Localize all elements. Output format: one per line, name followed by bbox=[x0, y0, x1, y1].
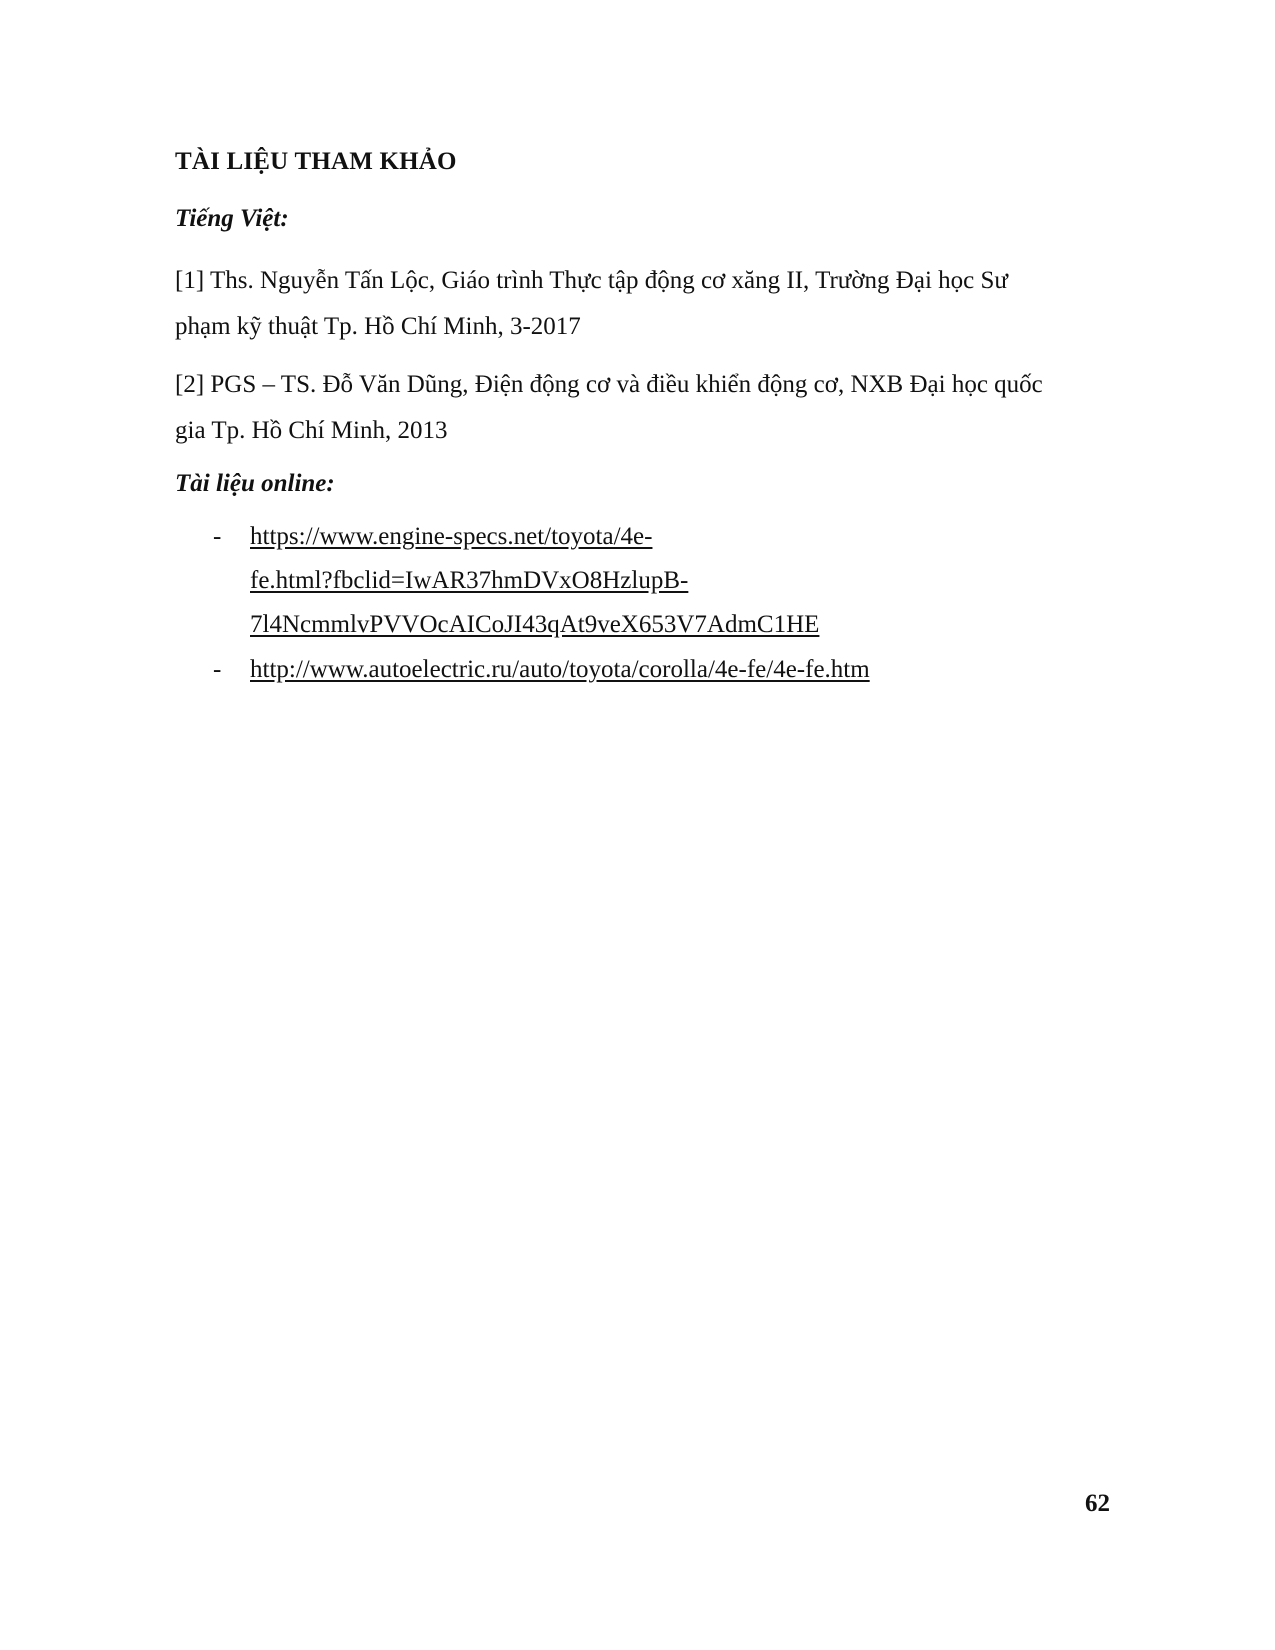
reference-line: gia Tp. Hồ Chí Minh, 2013 bbox=[175, 417, 448, 444]
page-title: TÀI LIỆU THAM KHẢO bbox=[175, 148, 457, 175]
reference-line: phạm kỹ thuật Tp. Hồ Chí Minh, 3-2017 bbox=[175, 313, 581, 340]
reference-item bbox=[175, 258, 1110, 350]
section-heading-vietnamese: Tiếng Việt: bbox=[175, 205, 289, 232]
reference-link-autoelectric[interactable] bbox=[250, 648, 870, 692]
reference-item bbox=[175, 362, 1110, 454]
link-line[interactable]: 7l4NcmmlvPVVOcAICoJI43qAt9veX653V7AdmC1HE bbox=[250, 611, 820, 638]
section-heading-online: Tài liệu online: bbox=[175, 470, 335, 497]
link-line[interactable]: fe.html?fbclid=IwAR37hmDVxO8HzlupB- bbox=[250, 567, 689, 594]
reference-line: [2] PGS – TS. Đỗ Văn Dũng, Điện động cơ và điều khiển động cơ, NXB Đại học quốc bbox=[175, 371, 1043, 398]
link-line[interactable]: https://www.engine-specs.net/toyota/4e- bbox=[250, 523, 653, 550]
page-number: 62 bbox=[1085, 1490, 1110, 1517]
reference-link-engine-specs[interactable] bbox=[250, 515, 819, 647]
reference-line: [1] Ths. Nguyễn Tấn Lộc, Giáo trình Thực tập động cơ xăng II, Trường Đại học Sư bbox=[175, 267, 1008, 294]
list-bullet-dash: - bbox=[213, 523, 222, 550]
list-bullet-dash: - bbox=[213, 656, 222, 683]
link-line[interactable]: http://www.autoelectric.ru/auto/toyota/corolla/4e-fe/4e-fe.htm bbox=[250, 656, 870, 683]
